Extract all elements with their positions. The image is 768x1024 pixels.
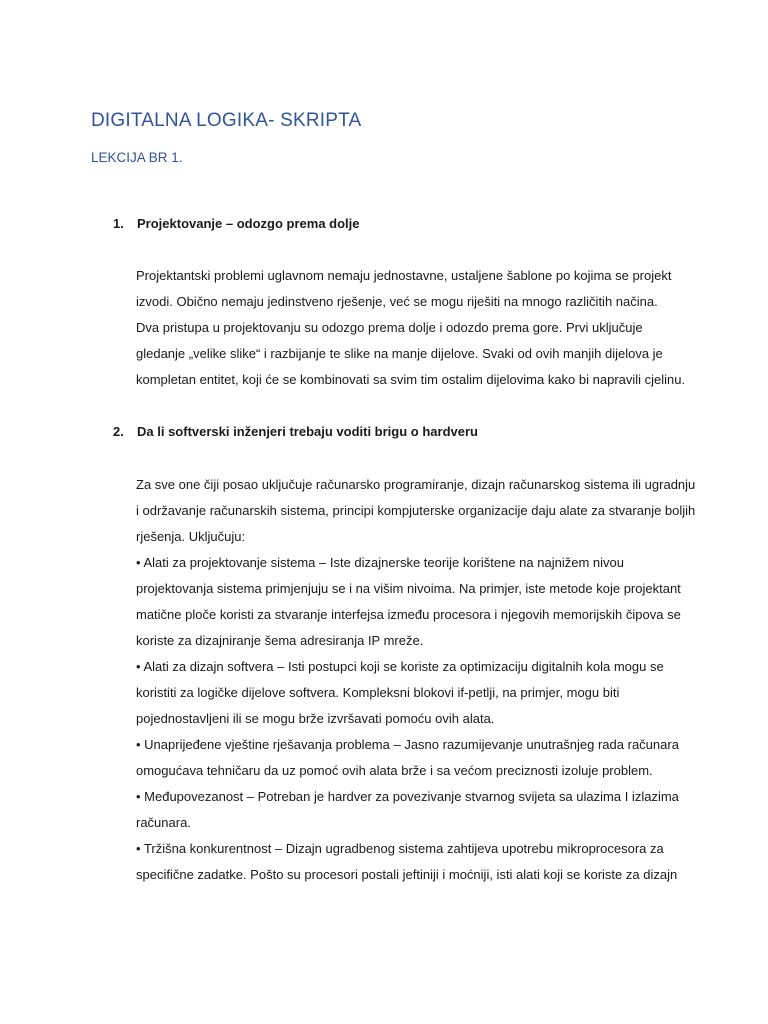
text-line: omogućava tehničaru da uz pomoć ovih alata brže i sa većom preciznosti izoluje problem. — [136, 763, 653, 778]
text-line: Za sve one čiji posao uključuje računarsko programiranje, dizajn računarskog sistema ili ugradnju — [136, 477, 696, 492]
section-title: Da li softverski inženjeri trebaju voditi brigu o hardveru — [137, 424, 478, 439]
section-heading-2 — [113, 424, 478, 439]
document-subtitle: LEKCIJA BR 1. — [91, 150, 183, 165]
text-line: • Alati za dizajn softvera – Isti postupci koji se koriste za optimizaciju digitalnih kola mogu se — [136, 659, 664, 674]
text-line: koristiti za logičke dijelove softvera. Kompleksni blokovi if-petlji, na primjer, mogu biti — [136, 685, 620, 700]
document-title: DIGITALNA LOGIKA- SKRIPTA — [91, 110, 362, 131]
section-number: 1. — [113, 216, 124, 231]
text-line: Projektantski problemi uglavnom nemaju jednostavne, ustaljene šablone po kojima se projekt — [136, 268, 672, 283]
text-line: matične ploče koristi za stvaranje interfejsa između procesora i njegovih memorijskih čipova se — [136, 607, 681, 622]
section-number: 2. — [113, 424, 124, 439]
text-line: i održavanje računarskih sistema, principi kompjuterske organizacije daju alate za stvaranje boljih — [136, 503, 696, 518]
text-line: pojednostavljeni ili se mogu brže izvršavati pomoću ovih alata. — [136, 711, 495, 726]
text-line: gledanje „velike slike“ i razbijanje te slike na manje dijelove. Svaki od ovih manjih dijelova je — [136, 346, 663, 361]
text-line: kompletan entitet, koji će se kombinovati sa svim tim ostalim dijelovima kako bi napravili cjelinu. — [136, 372, 686, 387]
text-line: • Međupovezanost – Potreban je hardver za povezivanje stvarnog svijeta sa ulazima I izlazima — [136, 789, 679, 804]
text-line: rješenja. Uključuju: — [136, 529, 246, 544]
text-line: • Alati za projektovanje sistema – Iste dizajnerske teorije korištene na najnižem nivou — [136, 555, 624, 570]
section-title: Projektovanje – odozgo prema dolje — [137, 216, 360, 231]
text-line: projektovanja sistema primjenjuju se i na višim nivoima. Na primjer, iste metode koje projektant — [136, 581, 681, 596]
section-body-2 — [136, 472, 696, 888]
section-body-1 — [136, 263, 696, 393]
text-line: koriste za dizajniranje šema adresiranja IP mreže. — [136, 633, 424, 648]
text-line: specifične zadatke. Pošto su procesori postali jeftiniji i moćniji, isti alati koji se koriste za dizajn — [136, 867, 678, 882]
text-line: računara. — [136, 815, 191, 830]
text-line: • Tržišna konkurentnost – Dizajn ugradbenog sistema zahtijeva upotrebu mikroprocesora za — [136, 841, 664, 856]
text-line: • Unaprijeđene vještine rješavanja problema – Jasno razumijevanje unutrašnjeg rada računara — [136, 737, 679, 752]
section-heading-1 — [113, 216, 360, 231]
text-line: izvodi. Obično nemaju jedinstveno rješenje, već se mogu riješiti na mnogo različitih načina. — [136, 294, 658, 309]
text-line: Dva pristupa u projektovanju su odozgo prema dolje i odozdo prema gore. Prvi uključuje — [136, 320, 643, 335]
